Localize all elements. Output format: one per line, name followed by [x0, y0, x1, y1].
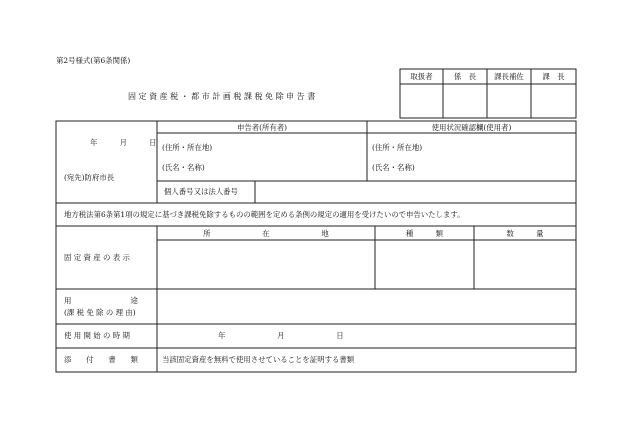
user-name-label: (氏名・名称)	[372, 163, 415, 172]
attach-label: 添 付 書 類	[64, 355, 138, 364]
quantity-header: 数 量	[506, 229, 544, 238]
user-address-label: (住所・所在地)	[372, 143, 423, 152]
date-label: 年 月 日	[90, 138, 157, 147]
approval-header-manager: 課 長	[542, 72, 565, 81]
exemption-reason-label: (課 税 免 除 の 理 由)	[64, 308, 136, 317]
start-label: 使 用 開 始 の 時 期	[64, 331, 130, 340]
id-number-label: 個人番号又は法人番号	[164, 187, 238, 196]
approval-header-deputy: 課長補佐	[494, 72, 524, 81]
type-header: 種 類	[406, 229, 443, 238]
approval-header-handler: 取扱者	[410, 72, 433, 81]
use-label: 用 途	[64, 296, 138, 305]
addressee: (宛先)防府市長	[64, 173, 115, 182]
approval-header-chief: 係 長	[453, 72, 477, 81]
declaration-text: 地方税法第6条第1項の規定に基づき課税免除するものの範囲を定める条例の規定の適用を受けたいので申告いたします。	[64, 210, 465, 219]
attach-value: 当該固定資産を無料で使用させていることを証明する書類	[162, 355, 355, 364]
applicant-name-label: (氏名・名称)	[162, 163, 205, 172]
applicant-header: 申告者(所有者)	[236, 123, 288, 132]
user-header: 使用状況確認欄(使用者)	[431, 123, 512, 132]
location-header: 所 在 地	[203, 229, 329, 238]
applicant-address-label: (住所・所在地)	[162, 143, 213, 152]
asset-label: 固 定 資 産 の 表 示	[64, 253, 130, 262]
start-date: 年 月 日	[218, 331, 344, 340]
form-title: 固 定 資 産 税 ・ 都 市 計 画 税 課 税 免 除 申 告 書	[128, 92, 316, 101]
form-number: 第2号様式(第6条関係)	[56, 56, 131, 65]
